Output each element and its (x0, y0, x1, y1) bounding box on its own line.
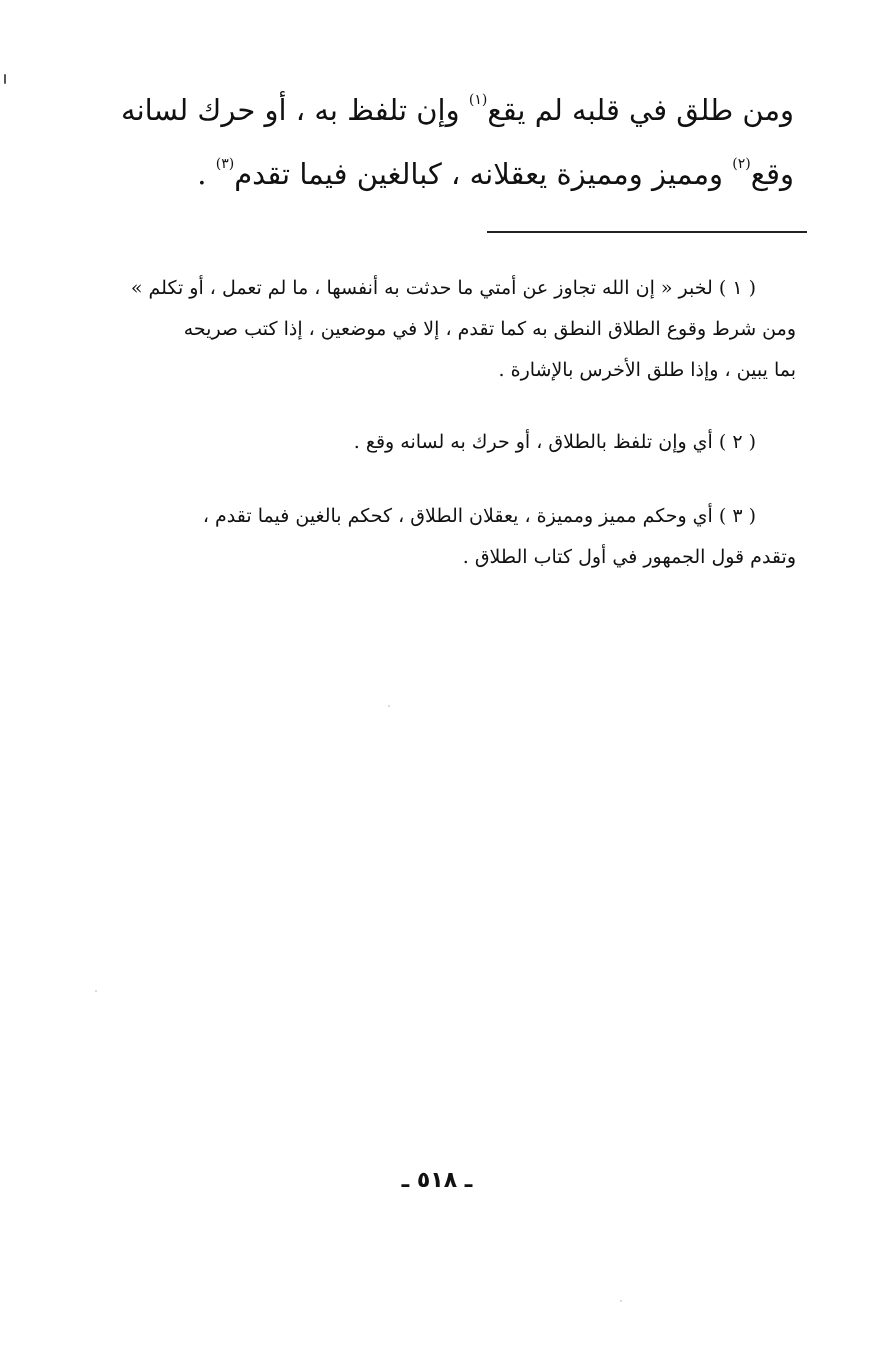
main-text-segment: ومميز ومميزة يعقلانه ، كبالغين فيما تقدم (234, 157, 733, 191)
main-text-segment: . (197, 157, 216, 191)
footnote-2-line-1: ( ٢ ) أي وإن تلفظ بالطلاق ، أو حرك به لسانه وقع . (353, 431, 756, 453)
scan-speck (620, 1300, 622, 1302)
footnote-3-line-1: ( ٣ ) أي وحكم مميز ومميزة ، يعقلان الطلاق ، كحكم بالغين فيما تقدم ، (202, 505, 756, 527)
footnote-1-line-3: بما يبين ، وإذا طلق الأخرس بالإشارة . (498, 359, 796, 381)
main-text-segment: ومن طلق في قلبه لم يقع (487, 93, 794, 127)
footnote-marker-2: (٢) (732, 156, 751, 172)
scan-speck (95, 990, 97, 992)
footnote-1-line-2: ومن شرط وقوع الطلاق النطق به كما تقدم ، إلا في موضعين ، إذا كتب صريحه (183, 318, 796, 340)
scan-speck (388, 705, 390, 707)
main-text-segment: وإن تلفظ به ، أو حرك لسانه (121, 93, 469, 127)
main-text-block (70, 78, 794, 206)
main-text-line-2 (70, 142, 794, 206)
footnote-1-line-1: ( ١ ) لخبر « إن الله تجاوز عن أمتي ما حدثت به أنفسها ، ما لم تعمل ، أو تكلم » (130, 277, 756, 299)
main-text-segment: وقع (750, 157, 794, 191)
footnote-2 (76, 422, 796, 463)
main-text-line-1 (70, 78, 794, 142)
footnote-separator-rule (487, 231, 807, 233)
footnote-marker-3: (٣) (215, 156, 235, 172)
footnote-3-line-2: وتقدم قول الجمهور في أول كتاب الطلاق . (462, 546, 796, 568)
footnote-1 (76, 268, 796, 391)
scan-mark (4, 74, 6, 84)
footnote-marker-1: (١) (468, 92, 488, 108)
footnote-3 (76, 496, 796, 578)
page-number: ـ ٥١٨ ـ (401, 1168, 473, 1193)
